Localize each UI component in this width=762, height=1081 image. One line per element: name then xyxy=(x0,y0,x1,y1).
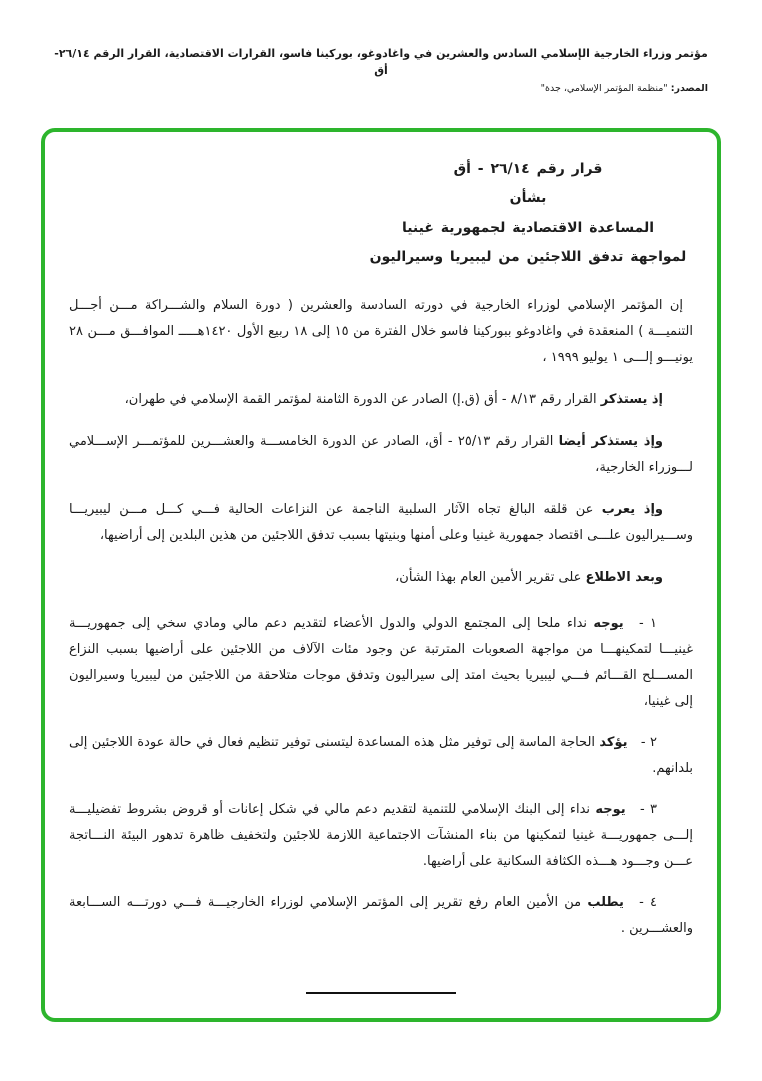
item-lead: يؤكد xyxy=(599,734,628,750)
item-text: من الأمين العام رفع تقرير إلى المؤتمر الإسلامي لوزراء الخارجيـــة فـــي دورتـــه الســـابعة والعشـــرين . xyxy=(69,894,693,936)
preamble-paragraph-recalling-also xyxy=(69,429,693,481)
resolution-subject-line1: المساعدة الاقتصادية لجمهورية غينيا xyxy=(401,219,655,236)
source-label: المصدر: xyxy=(670,83,708,94)
header-title: مؤتمر وزراء الخارجية الإسلامي السادس والعشرين في واغادوغو، بوركينا فاسو، القرارات الاقتصادية، القرار الرقم ٢٦/١٤-أق xyxy=(54,47,708,77)
item-lead: يوجه xyxy=(595,801,626,817)
preamble-lead: وإذ يعرب xyxy=(601,501,663,517)
preamble-text: القرار رقم ٢٥/١٣ - أق، الصادر عن الدورة الخامســـة والعشـــرين للمؤتمـــر الإســـلامي لـــوزراء الخارجية، xyxy=(69,433,693,475)
resolution-titles xyxy=(363,158,693,269)
signature-line xyxy=(306,992,456,994)
preamble-intro-paragraph xyxy=(69,293,693,371)
item-lead: يطلب xyxy=(587,894,624,910)
resolution-subject-label: بشأن xyxy=(509,190,547,207)
item-number: ٢ - xyxy=(640,734,657,750)
source-value: "منظمة المؤتمر الإسلامي، جدة" xyxy=(540,83,668,94)
item-text: الحاجة الماسة إلى توفير مثل هذه المساعدة ليتسنى توفير تنظيم فعال في حالة عودة اللاجئين إلى بلدانهم. xyxy=(69,734,693,776)
item-text: نداء إلى البنك الإسلامي للتنمية لتقديم دعم مالي في شكل إعانات أو قروض بشروط تفضيليـــة إلـــى جمهوريـــة غينيا لتمكينها من بناء المنشآت الاجتماعية اللازمة للاجئين ولتخفيف ظاهرة تدهور البيئة النـــاتجة عـــن وجـــود هـــذه الكثافة السكانية على أراضيها. xyxy=(69,801,693,869)
operative-item-2 xyxy=(69,730,693,782)
operative-item-4 xyxy=(69,890,693,942)
preamble-lead: إذ يستذكر xyxy=(600,391,663,407)
preamble-lead: وبعد الاطلاع xyxy=(585,569,663,585)
preamble-paragraph-concern xyxy=(69,497,693,549)
preamble-text: القرار رقم ٨/١٣ - أق (ق.إ) الصادر عن الدورة الثامنة لمؤتمر القمة الإسلامي في طهران، xyxy=(124,391,597,407)
preamble-text: عن قلقه البالغ تجاه الآثار السلبية الناجمة عن النزاعات الحالية فـــي كـــل مـــن ليبيريـــا وســـيراليون علـــى اقتصاد جمهورية غينيا وعلى أمنها وبنيتها بسبب تدفق اللاجئين من هذين البلدين إلى أراضيها، xyxy=(69,501,693,543)
resolution-subject-line2: لمواجهة تدفق اللاجئين من ليبيريا وسيراليون xyxy=(369,249,687,266)
header-source xyxy=(48,83,714,94)
preamble-intro-text: إن المؤتمر الإسلامي لوزراء الخارجية في دورته السادسة والعشرين ( دورة السلام والشـــراكة مـــن أجـــل التنميـــة ) المنعقدة في واغادوغو ببوركينا فاسو خلال الفترة من ١٥ إلى ١٨ ربيع الأول ١٤٢٠هـــــ الموافـــق مـــن ٢٨ يونيـــو إلـــى ١ يوليو ١٩٩٩ ، xyxy=(69,297,693,365)
item-text: نداء ملحا إلى المجتمع الدولي والدول الأعضاء لتقديم دعم مالي ومادي سخي إلى جمهوريـــة غينيـــا لتمكينهـــا من مواجهة الصعوبات المترتبة عن وجود مئات الآلاف من اللاجئين على أراضيها بسبب النزاع المســـلح القـــائم فـــي ليبيريا بحيث امتد إلى سيراليون وتدفق موجات متلاحقة من اللاجئين من ليبيريا وسيراليون إلى غينيا، xyxy=(69,615,693,709)
preamble-text: على تقرير الأمين العام بهذا الشأن، xyxy=(395,569,582,585)
resolution-number-title: قرار رقم ٢٦/١٤ - أق xyxy=(453,161,603,177)
operative-item-1 xyxy=(69,611,693,715)
operative-item-3 xyxy=(69,797,693,875)
item-number: ٤ - xyxy=(639,894,658,910)
operative-items xyxy=(69,611,693,942)
item-number: ١ - xyxy=(639,615,658,631)
preamble-paragraph-recalling xyxy=(69,387,693,413)
preamble-paragraph-report xyxy=(69,565,693,591)
resolution-border-box xyxy=(41,128,721,1022)
document-header xyxy=(0,0,762,94)
item-lead: يوجه xyxy=(593,615,624,631)
preamble-lead: وإذ يستذكر أيضا xyxy=(558,433,663,449)
item-number: ٣ - xyxy=(639,801,657,817)
